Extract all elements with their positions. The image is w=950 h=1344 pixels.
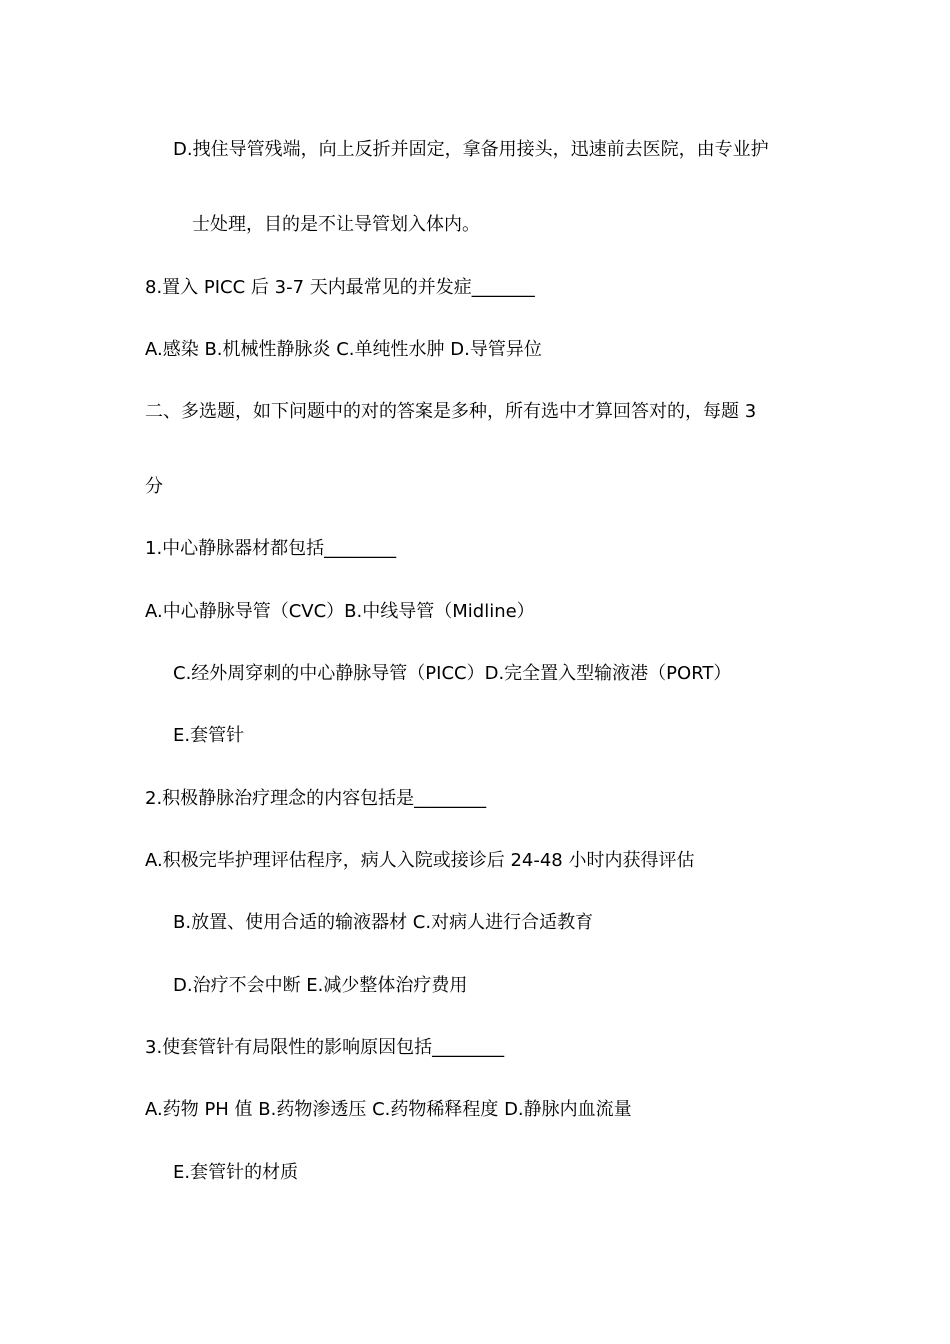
mc-question-1-stem: 1.中心静脉器材都包括________ (145, 538, 397, 559)
question-7-option-d-continued: 士处理，目的是不让导管划入体内。 (192, 214, 480, 235)
section-heading-continued: 分 (145, 476, 163, 497)
mc-question-3-options-abcd: A.药物 PH 值 B.药物渗透压 C.药物稀释程度 D.静脉内血流量 (145, 1099, 632, 1120)
mc-question-2-options-de: D.治疗不会中断 E.减少整体治疗费用 (173, 975, 468, 996)
question-8-stem: 8.置入 PICC 后 3-7 天内最常见的并发症_______ (145, 277, 535, 298)
mc-question-2-options-bc: B.放置、使用合适的输液器材 C.对病人进行合适教育 (173, 912, 594, 933)
question-8-options: A.感染 B.机械性静脉炎 C.单纯性水肿 D.导管异位 (145, 339, 542, 360)
mc-question-2-option-a: A.积极完毕护理评估程序，病人入院或接诊后 24-48 小时内获得评估 (145, 850, 695, 871)
mc-question-2-stem: 2.积极静脉治疗理念的内容包括是________ (145, 788, 487, 809)
mc-question-1-options-cd: C.经外周穿刺的中心静脉导管（PICC）D.完全置入型输液港（PORT） (173, 663, 732, 684)
mc-question-3-stem: 3.使套管针有局限性的影响原因包括________ (145, 1037, 505, 1058)
mc-question-1-options-ab: A.中心静脉导管（CVC）B.中线导管（Midline） (145, 601, 535, 622)
mc-question-1-option-e: E.套管针 (173, 725, 245, 746)
mc-question-3-option-e: E.套管针的材质 (173, 1162, 299, 1183)
section-heading-multiple-choice: 二、多选题，如下问题中的对的答案是多种，所有选中才算回答对的，每题 3 (145, 401, 757, 422)
question-7-option-d: D.拽住导管残端，向上反折并固定，拿备用接头，迅速前去医院，由专业护 (173, 139, 769, 160)
